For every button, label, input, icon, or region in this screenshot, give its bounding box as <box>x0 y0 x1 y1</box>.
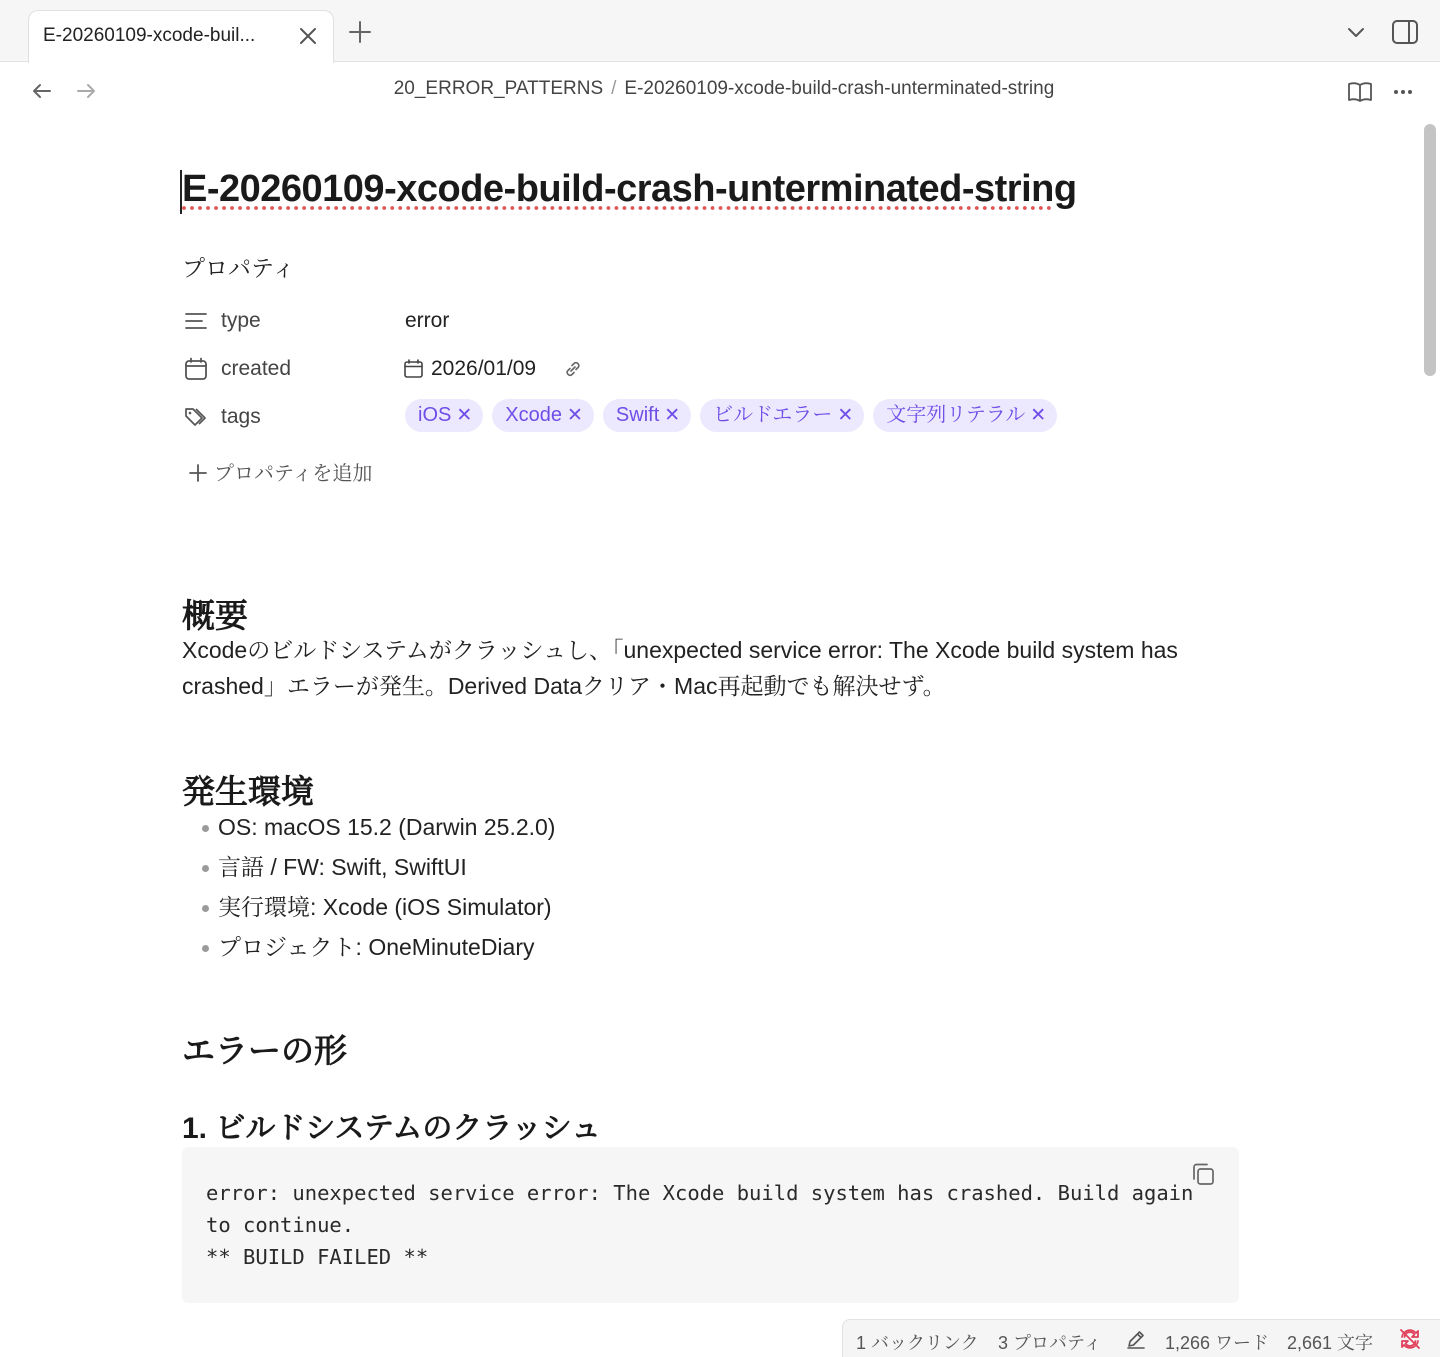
text-lines-icon <box>184 309 208 333</box>
tag-build-error[interactable]: ビルドエラー ✕ <box>700 399 864 432</box>
subheading-build-crash[interactable]: 1. ビルドシステムのクラッシュ <box>182 1112 602 1145</box>
breadcrumb-separator: / <box>611 78 617 99</box>
sync-off-icon[interactable] <box>1398 1327 1422 1351</box>
remove-tag-icon[interactable]: ✕ <box>837 405 854 426</box>
breadcrumb-file[interactable]: E-20260109-xcode-build-crash-unterminated-string <box>624 78 1055 99</box>
calendar-icon <box>184 357 208 381</box>
heading-summary[interactable]: 概要 <box>182 597 248 634</box>
list-item[interactable]: 実行環境: Xcode (iOS Simulator) <box>200 887 1200 927</box>
status-properties[interactable]: 3 プロパティ <box>998 1333 1102 1353</box>
property-key[interactable]: created <box>221 357 292 380</box>
tag-swift[interactable]: Swift ✕ <box>603 399 691 432</box>
remove-tag-icon[interactable]: ✕ <box>456 405 473 426</box>
breadcrumb-folder[interactable]: 20_ERROR_PATTERNS <box>393 78 604 99</box>
property-date-value[interactable]: 2026/01/09 <box>431 357 537 380</box>
property-created <box>182 351 1242 387</box>
more-horizontal-icon[interactable] <box>1388 77 1418 107</box>
tab-bar <box>0 0 1440 62</box>
plus-icon[interactable] <box>346 18 374 46</box>
property-value[interactable]: error <box>405 309 450 332</box>
code-block[interactable] <box>182 1147 1239 1303</box>
sidebar-toggle-icon[interactable] <box>1390 17 1420 47</box>
heading-environment[interactable]: 発生環境 <box>182 773 314 810</box>
add-property-button[interactable]: プロパティを追加 <box>188 457 372 486</box>
code-text[interactable]: error: unexpected service error: The Xcode build system has crashed. Build again to continue. ** BUILD FAILED ** <box>206 1181 1194 1269</box>
nav-bar <box>0 63 1440 119</box>
scrollbar-thumb[interactable] <box>1424 124 1436 376</box>
chevron-down-icon[interactable] <box>1344 20 1368 44</box>
tag-ios[interactable]: iOS ✕ <box>405 399 483 432</box>
status-backlinks[interactable]: 1 バックリンク <box>856 1333 979 1353</box>
pencil-icon[interactable] <box>1125 1328 1147 1350</box>
properties-heading[interactable]: プロパティ <box>182 255 296 281</box>
link-icon[interactable] <box>562 358 584 380</box>
environment-list <box>200 807 1200 967</box>
property-key[interactable]: tags <box>221 405 261 428</box>
tag-string-literal[interactable]: 文字列リテラル ✕ <box>873 399 1057 432</box>
plus-icon <box>188 463 208 483</box>
list-item[interactable]: プロジェクト: OneMinuteDiary <box>200 927 1200 967</box>
property-key[interactable]: type <box>221 309 261 332</box>
tags-icon <box>184 405 208 429</box>
status-char-count[interactable]: 2,661 文字 <box>1287 1333 1374 1353</box>
property-type <box>182 303 1242 339</box>
status-bar <box>842 1319 1440 1357</box>
breadcrumb <box>0 78 1440 100</box>
list-item[interactable]: 言語 / FW: Swift, SwiftUI <box>200 847 1200 887</box>
close-icon[interactable] <box>295 23 321 49</box>
list-item[interactable]: OS: macOS 15.2 (Darwin 25.2.0) <box>200 807 1200 847</box>
remove-tag-icon[interactable]: ✕ <box>664 405 681 426</box>
status-word-count[interactable]: 1,266 ワード <box>1165 1333 1270 1353</box>
book-open-icon[interactable] <box>1345 77 1375 107</box>
tag-xcode[interactable]: Xcode ✕ <box>492 399 594 432</box>
remove-tag-icon[interactable]: ✕ <box>1030 405 1047 426</box>
summary-paragraph[interactable]: Xcodeのビルドシステムがクラッシュし、「unexpected service error: The Xcode build system has crashed」エラーが発生。Derived Dataクリア・Mac再起動でも解決せず。 <box>182 637 1178 699</box>
calendar-small-icon[interactable] <box>403 358 425 380</box>
heading-error-shape[interactable]: エラーの形 <box>182 1032 347 1069</box>
active-tab[interactable] <box>28 10 334 63</box>
note-title[interactable]: E-20260109-xcode-build-crash-unterminated-string <box>182 168 1077 210</box>
tag-list <box>405 399 1066 435</box>
tab-title[interactable]: E-20260109-xcode-buil... <box>43 25 256 46</box>
remove-tag-icon[interactable]: ✕ <box>566 405 583 426</box>
property-tags <box>182 399 1242 435</box>
